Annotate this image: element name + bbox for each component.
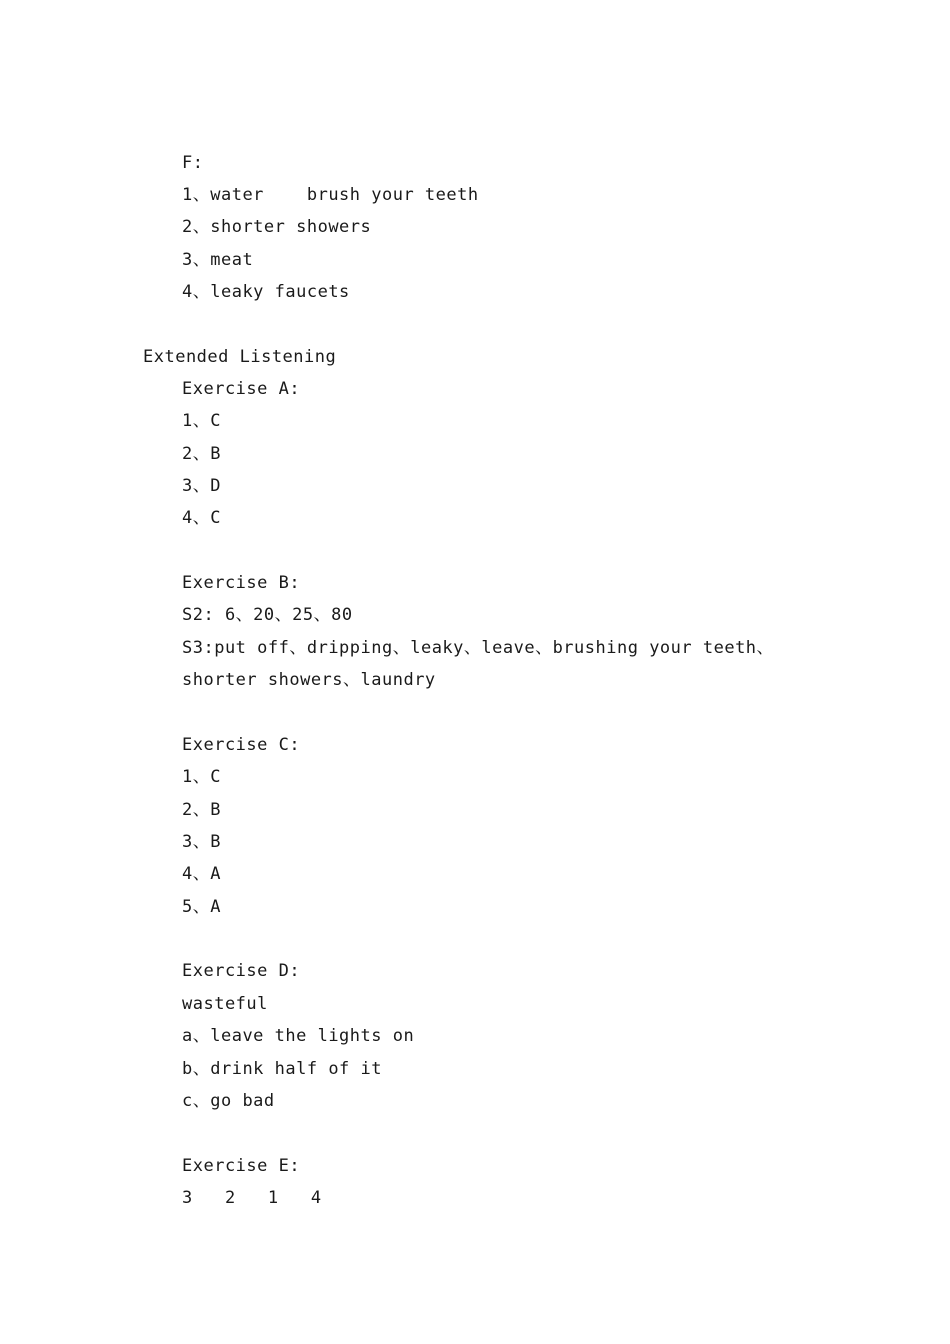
exercise-a-item-4: 4、C bbox=[182, 508, 221, 528]
exercise-e-heading: Exercise E: bbox=[182, 1156, 301, 1176]
exercise-a-item-1: 1、C bbox=[182, 411, 221, 431]
section-f-item-4: 4、leaky faucets bbox=[182, 282, 350, 302]
section-f-item-3: 3、meat bbox=[182, 250, 254, 270]
exercise-d-word: wasteful bbox=[182, 994, 268, 1014]
exercise-b-s2: S2: 6、20、25、80 bbox=[182, 605, 353, 625]
exercise-a-heading: Exercise A: bbox=[182, 379, 301, 399]
exercise-c-item-2: 2、B bbox=[182, 800, 221, 820]
section-f-item-2: 2、shorter showers bbox=[182, 217, 372, 237]
exercise-b-s3-line-2: shorter showers、laundry bbox=[182, 670, 436, 690]
exercise-c-item-1: 1、C bbox=[182, 767, 221, 787]
exercise-b-heading: Exercise B: bbox=[182, 573, 301, 593]
exercise-c-item-3: 3、B bbox=[182, 832, 221, 852]
exercise-c-item-4: 4、A bbox=[182, 864, 221, 884]
exercise-d-item-a: a、leave the lights on bbox=[182, 1026, 415, 1046]
exercise-a-item-2: 2、B bbox=[182, 444, 221, 464]
exercise-c-item-5: 5、A bbox=[182, 897, 221, 917]
section-f-heading: F: bbox=[182, 153, 204, 173]
extended-listening-title: Extended Listening bbox=[143, 347, 337, 367]
exercise-d-heading: Exercise D: bbox=[182, 961, 301, 981]
exercise-e-order: 3 2 1 4 bbox=[182, 1188, 322, 1208]
exercise-d-item-c: c、go bad bbox=[182, 1091, 275, 1111]
section-f-item-1: 1、water brush your teeth bbox=[182, 185, 479, 205]
exercise-a-item-3: 3、D bbox=[182, 476, 221, 496]
exercise-d-item-b: b、drink half of it bbox=[182, 1059, 382, 1079]
exercise-c-heading: Exercise C: bbox=[182, 735, 301, 755]
exercise-b-s3-line-1: S3:put off、dripping、leaky、leave、brushing your teeth、 bbox=[182, 638, 775, 658]
